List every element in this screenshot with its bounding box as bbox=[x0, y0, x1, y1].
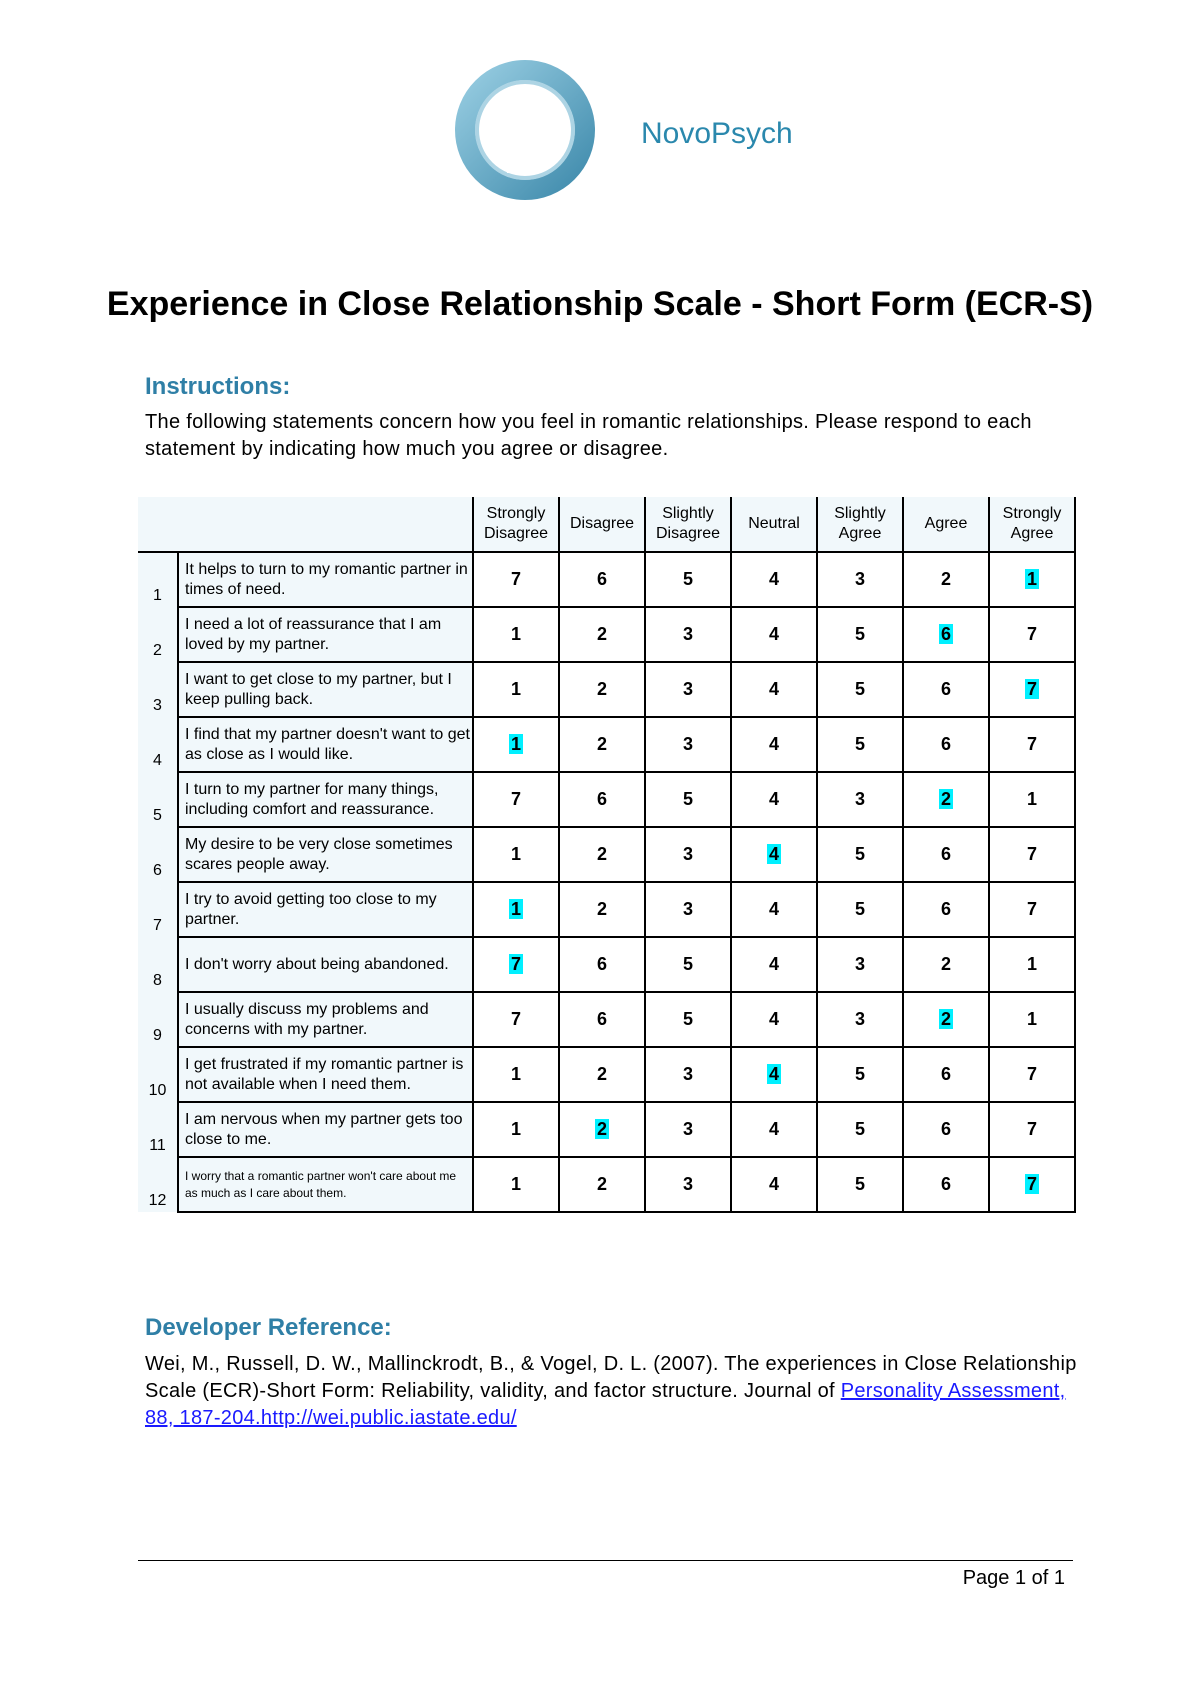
column-header: Strongly Agree bbox=[989, 497, 1075, 552]
rating-option[interactable] bbox=[473, 552, 559, 607]
rating-value: 4 bbox=[768, 899, 779, 919]
rating-value: 6 bbox=[940, 899, 951, 919]
rating-option[interactable] bbox=[473, 1157, 559, 1212]
rating-value: 2 bbox=[596, 1174, 607, 1194]
rating-value: 3 bbox=[682, 734, 693, 754]
rating-option[interactable] bbox=[559, 1157, 645, 1212]
selected-rating-value: 2 bbox=[596, 1119, 607, 1139]
item-statement: I usually discuss my problems and concerns with my partner. bbox=[178, 992, 473, 1047]
table-row bbox=[138, 992, 1075, 1047]
instructions-text: The following statements concern how you feel in romantic relationships. Please respond to each statement by indicating how much you agree or disagree. bbox=[145, 411, 1032, 460]
page-number: Page 1 of 1 bbox=[962, 1567, 1065, 1589]
footer-divider bbox=[138, 1560, 1073, 1561]
rating-value: 6 bbox=[940, 1064, 951, 1084]
rating-value: 3 bbox=[682, 624, 693, 644]
rating-option[interactable] bbox=[559, 992, 645, 1047]
rating-value: 5 bbox=[682, 954, 693, 974]
rating-value: 5 bbox=[854, 679, 865, 699]
rating-value: 3 bbox=[854, 1009, 865, 1029]
rating-option[interactable] bbox=[473, 937, 559, 992]
selected-rating-value: 1 bbox=[1026, 569, 1037, 589]
rating-value: 4 bbox=[768, 679, 779, 699]
rating-option[interactable] bbox=[473, 662, 559, 717]
rating-option[interactable] bbox=[989, 992, 1075, 1047]
rating-option[interactable] bbox=[645, 717, 731, 772]
rating-value: 6 bbox=[596, 1009, 607, 1029]
selected-rating-value: 2 bbox=[940, 1009, 951, 1029]
rating-value: 5 bbox=[854, 1064, 865, 1084]
rating-value: 4 bbox=[768, 624, 779, 644]
rating-option[interactable] bbox=[731, 827, 817, 882]
header-blank bbox=[138, 497, 473, 552]
rating-value: 2 bbox=[596, 624, 607, 644]
rating-value: 2 bbox=[596, 734, 607, 754]
rating-option[interactable] bbox=[989, 827, 1075, 882]
rating-option[interactable] bbox=[817, 882, 903, 937]
rating-value: 5 bbox=[854, 1174, 865, 1194]
rating-option[interactable] bbox=[903, 937, 989, 992]
table-row bbox=[138, 937, 1075, 992]
rating-option[interactable] bbox=[645, 992, 731, 1047]
table-row bbox=[138, 827, 1075, 882]
rating-value: 6 bbox=[596, 569, 607, 589]
item-statement: I find that my partner doesn't want to get as close as I would like. bbox=[178, 717, 473, 772]
rating-value: 6 bbox=[940, 734, 951, 754]
rating-option[interactable] bbox=[903, 1157, 989, 1212]
rating-value: 3 bbox=[854, 569, 865, 589]
item-number: 5 bbox=[138, 772, 178, 827]
rating-option[interactable] bbox=[817, 992, 903, 1047]
selected-rating-value: 4 bbox=[768, 844, 779, 864]
rating-option[interactable] bbox=[559, 717, 645, 772]
rating-option[interactable] bbox=[473, 607, 559, 662]
rating-value: 5 bbox=[682, 1009, 693, 1029]
rating-option[interactable] bbox=[645, 1102, 731, 1157]
rating-option[interactable] bbox=[903, 552, 989, 607]
table-row bbox=[138, 882, 1075, 937]
rating-option[interactable] bbox=[731, 662, 817, 717]
rating-value: 5 bbox=[854, 844, 865, 864]
rating-value: 3 bbox=[682, 1064, 693, 1084]
rating-value: 4 bbox=[768, 1009, 779, 1029]
rating-option[interactable] bbox=[817, 1102, 903, 1157]
selected-rating-value: 1 bbox=[510, 899, 521, 919]
selected-rating-value: 7 bbox=[1026, 679, 1037, 699]
reference-text bbox=[145, 1351, 1085, 1432]
rating-option[interactable] bbox=[903, 992, 989, 1047]
rating-option[interactable] bbox=[731, 552, 817, 607]
rating-value: 3 bbox=[854, 954, 865, 974]
item-number: 7 bbox=[138, 882, 178, 937]
rating-option[interactable] bbox=[645, 772, 731, 827]
item-number: 10 bbox=[138, 1047, 178, 1102]
rating-option[interactable] bbox=[817, 607, 903, 662]
rating-option[interactable] bbox=[989, 937, 1075, 992]
rating-option[interactable] bbox=[731, 607, 817, 662]
rating-value: 4 bbox=[768, 734, 779, 754]
column-header: Strongly Disagree bbox=[473, 497, 559, 552]
item-number: 4 bbox=[138, 717, 178, 772]
rating-option[interactable] bbox=[731, 1157, 817, 1212]
item-number: 11 bbox=[138, 1102, 178, 1157]
item-statement: I need a lot of reassurance that I am loved by my partner. bbox=[178, 607, 473, 662]
rating-value: 6 bbox=[596, 954, 607, 974]
rating-option[interactable] bbox=[817, 552, 903, 607]
instructions-heading: Instructions: bbox=[145, 373, 291, 400]
rating-option[interactable] bbox=[903, 882, 989, 937]
item-statement: I am nervous when my partner gets too close to me. bbox=[178, 1102, 473, 1157]
rating-option[interactable] bbox=[559, 1102, 645, 1157]
rating-option[interactable] bbox=[903, 717, 989, 772]
rating-option[interactable] bbox=[903, 772, 989, 827]
rating-value: 6 bbox=[940, 1174, 951, 1194]
selected-rating-value: 1 bbox=[510, 734, 521, 754]
rating-option[interactable] bbox=[903, 607, 989, 662]
rating-value: 2 bbox=[596, 1064, 607, 1084]
item-statement: It helps to turn to my romantic partner in times of need. bbox=[178, 552, 473, 607]
rating-value: 3 bbox=[682, 679, 693, 699]
rating-option[interactable] bbox=[559, 882, 645, 937]
rating-option[interactable] bbox=[903, 1047, 989, 1102]
rating-value: 4 bbox=[768, 1174, 779, 1194]
column-header: Slightly Disagree bbox=[645, 497, 731, 552]
rating-option[interactable] bbox=[731, 937, 817, 992]
rating-value: 5 bbox=[854, 899, 865, 919]
rating-option[interactable] bbox=[645, 1047, 731, 1102]
rating-option[interactable] bbox=[989, 1157, 1075, 1212]
selected-rating-value: 2 bbox=[940, 789, 951, 809]
rating-value: 4 bbox=[768, 789, 779, 809]
rating-value: 5 bbox=[682, 569, 693, 589]
table-row bbox=[138, 552, 1075, 607]
rating-option[interactable] bbox=[817, 717, 903, 772]
rating-option[interactable] bbox=[989, 882, 1075, 937]
column-header: Agree bbox=[903, 497, 989, 552]
rating-option[interactable] bbox=[559, 827, 645, 882]
table-row bbox=[138, 1102, 1075, 1157]
item-number: 1 bbox=[138, 552, 178, 607]
page-title: Experience in Close Relationship Scale - Short Form (ECR-S) bbox=[106, 285, 1094, 323]
rating-value: 7 bbox=[1026, 844, 1037, 864]
rating-option[interactable] bbox=[731, 992, 817, 1047]
table-row bbox=[138, 717, 1075, 772]
rating-value: 7 bbox=[1026, 1119, 1037, 1139]
rating-option[interactable] bbox=[903, 827, 989, 882]
rating-option[interactable] bbox=[903, 662, 989, 717]
table-row bbox=[138, 1047, 1075, 1102]
rating-value: 1 bbox=[1026, 789, 1037, 809]
item-statement: I don't worry about being abandoned. bbox=[178, 937, 473, 992]
rating-value: 6 bbox=[940, 844, 951, 864]
rating-option[interactable] bbox=[645, 937, 731, 992]
rating-value: 7 bbox=[1026, 899, 1037, 919]
item-statement: I turn to my partner for many things, including comfort and reassurance. bbox=[178, 772, 473, 827]
item-statement: I get frustrated if my romantic partner is not available when I need them. bbox=[178, 1047, 473, 1102]
rating-option[interactable] bbox=[645, 1157, 731, 1212]
rating-option[interactable] bbox=[473, 882, 559, 937]
item-number: 12 bbox=[138, 1157, 178, 1212]
rating-value: 3 bbox=[682, 899, 693, 919]
rating-value: 2 bbox=[940, 569, 951, 589]
rating-value: 7 bbox=[1026, 624, 1037, 644]
rating-value: 2 bbox=[940, 954, 951, 974]
reference-link[interactable]: Personality Assessment, 88, 187-204.http://wei.public.iastate.edu/ bbox=[145, 1380, 1066, 1429]
rating-option[interactable] bbox=[817, 1157, 903, 1212]
rating-option[interactable] bbox=[559, 552, 645, 607]
table-row bbox=[138, 662, 1075, 717]
item-number: 2 bbox=[138, 607, 178, 662]
rating-option[interactable] bbox=[473, 772, 559, 827]
rating-option[interactable] bbox=[645, 662, 731, 717]
rating-option[interactable] bbox=[559, 607, 645, 662]
rating-option[interactable] bbox=[817, 772, 903, 827]
rating-value: 7 bbox=[510, 789, 521, 809]
rating-value: 1 bbox=[510, 679, 521, 699]
rating-option[interactable] bbox=[645, 552, 731, 607]
rating-value: 6 bbox=[940, 679, 951, 699]
item-statement: My desire to be very close sometimes scares people away. bbox=[178, 827, 473, 882]
rating-option[interactable] bbox=[989, 717, 1075, 772]
rating-value: 1 bbox=[510, 624, 521, 644]
column-header: Slightly Agree bbox=[817, 497, 903, 552]
rating-option[interactable] bbox=[731, 717, 817, 772]
rating-value: 6 bbox=[940, 1119, 951, 1139]
rating-option[interactable] bbox=[989, 772, 1075, 827]
item-statement: I try to avoid getting too close to my partner. bbox=[178, 882, 473, 937]
rating-value: 1 bbox=[1026, 1009, 1037, 1029]
item-number: 9 bbox=[138, 992, 178, 1047]
rating-value: 5 bbox=[682, 789, 693, 809]
rating-option[interactable] bbox=[731, 1102, 817, 1157]
rating-option[interactable] bbox=[731, 1047, 817, 1102]
reference-citation: Wei, M., Russell, D. W., Mallinckrodt, B., & Vogel, D. L. (2007). The experiences in Close Relationship Scale (ECR)-Short Form: Reliability, validity, and factor structure. Journal of bbox=[145, 1353, 1077, 1402]
rating-value: 3 bbox=[682, 1174, 693, 1194]
rating-value: 1 bbox=[510, 844, 521, 864]
item-number: 3 bbox=[138, 662, 178, 717]
novopsych-logo bbox=[455, 55, 595, 205]
rating-value: 4 bbox=[768, 954, 779, 974]
rating-option[interactable] bbox=[731, 772, 817, 827]
rating-option[interactable] bbox=[645, 607, 731, 662]
rating-value: 1 bbox=[1026, 954, 1037, 974]
item-statement: I want to get close to my partner, but I keep pulling back. bbox=[178, 662, 473, 717]
rating-option[interactable] bbox=[989, 1047, 1075, 1102]
rating-value: 5 bbox=[854, 624, 865, 644]
selected-rating-value: 7 bbox=[510, 954, 521, 974]
rating-option[interactable] bbox=[559, 772, 645, 827]
rating-option[interactable] bbox=[645, 882, 731, 937]
rating-option[interactable] bbox=[817, 1047, 903, 1102]
rating-value: 1 bbox=[510, 1064, 521, 1084]
rating-option[interactable] bbox=[817, 827, 903, 882]
rating-option[interactable] bbox=[903, 1102, 989, 1157]
rating-value: 1 bbox=[510, 1119, 521, 1139]
rating-value: 7 bbox=[1026, 734, 1037, 754]
rating-value: 3 bbox=[854, 789, 865, 809]
column-header: Neutral bbox=[731, 497, 817, 552]
rating-option[interactable] bbox=[559, 937, 645, 992]
item-statement: I worry that a romantic partner won't care about me as much as I care about them. bbox=[178, 1157, 473, 1212]
rating-option[interactable] bbox=[473, 1047, 559, 1102]
selected-rating-value: 4 bbox=[768, 1064, 779, 1084]
rating-option[interactable] bbox=[989, 1102, 1075, 1157]
rating-option[interactable] bbox=[817, 937, 903, 992]
rating-value: 4 bbox=[768, 1119, 779, 1139]
column-header: Disagree bbox=[559, 497, 645, 552]
table-row bbox=[138, 1157, 1075, 1212]
rating-value: 5 bbox=[854, 734, 865, 754]
table-row bbox=[138, 607, 1075, 662]
item-number: 8 bbox=[138, 937, 178, 992]
brand-name: NovoPsych bbox=[641, 117, 793, 150]
rating-option[interactable] bbox=[473, 1102, 559, 1157]
rating-value: 3 bbox=[682, 844, 693, 864]
selected-rating-value: 6 bbox=[940, 624, 951, 644]
rating-value: 2 bbox=[596, 679, 607, 699]
rating-option[interactable] bbox=[989, 607, 1075, 662]
rating-value: 5 bbox=[854, 1119, 865, 1139]
rating-option[interactable] bbox=[989, 662, 1075, 717]
rating-value: 6 bbox=[596, 789, 607, 809]
selected-rating-value: 7 bbox=[1026, 1174, 1037, 1194]
rating-value: 1 bbox=[510, 1174, 521, 1194]
item-number: 6 bbox=[138, 827, 178, 882]
rating-value: 3 bbox=[682, 1119, 693, 1139]
rating-value: 7 bbox=[1026, 1064, 1037, 1084]
rating-option[interactable] bbox=[817, 662, 903, 717]
rating-value: 2 bbox=[596, 844, 607, 864]
header-row bbox=[138, 497, 1075, 552]
rating-option[interactable] bbox=[473, 717, 559, 772]
rating-value: 4 bbox=[768, 569, 779, 589]
rating-value: 7 bbox=[510, 569, 521, 589]
rating-option[interactable] bbox=[989, 552, 1075, 607]
rating-option[interactable] bbox=[473, 827, 559, 882]
reference-heading: Developer Reference: bbox=[145, 1314, 392, 1341]
rating-option[interactable] bbox=[731, 882, 817, 937]
rating-value: 2 bbox=[596, 899, 607, 919]
rating-option[interactable] bbox=[645, 827, 731, 882]
rating-option[interactable] bbox=[473, 992, 559, 1047]
rating-value: 7 bbox=[510, 1009, 521, 1029]
rating-option[interactable] bbox=[559, 1047, 645, 1102]
rating-option[interactable] bbox=[559, 662, 645, 717]
table-row bbox=[138, 772, 1075, 827]
rating-table bbox=[138, 497, 1076, 1213]
